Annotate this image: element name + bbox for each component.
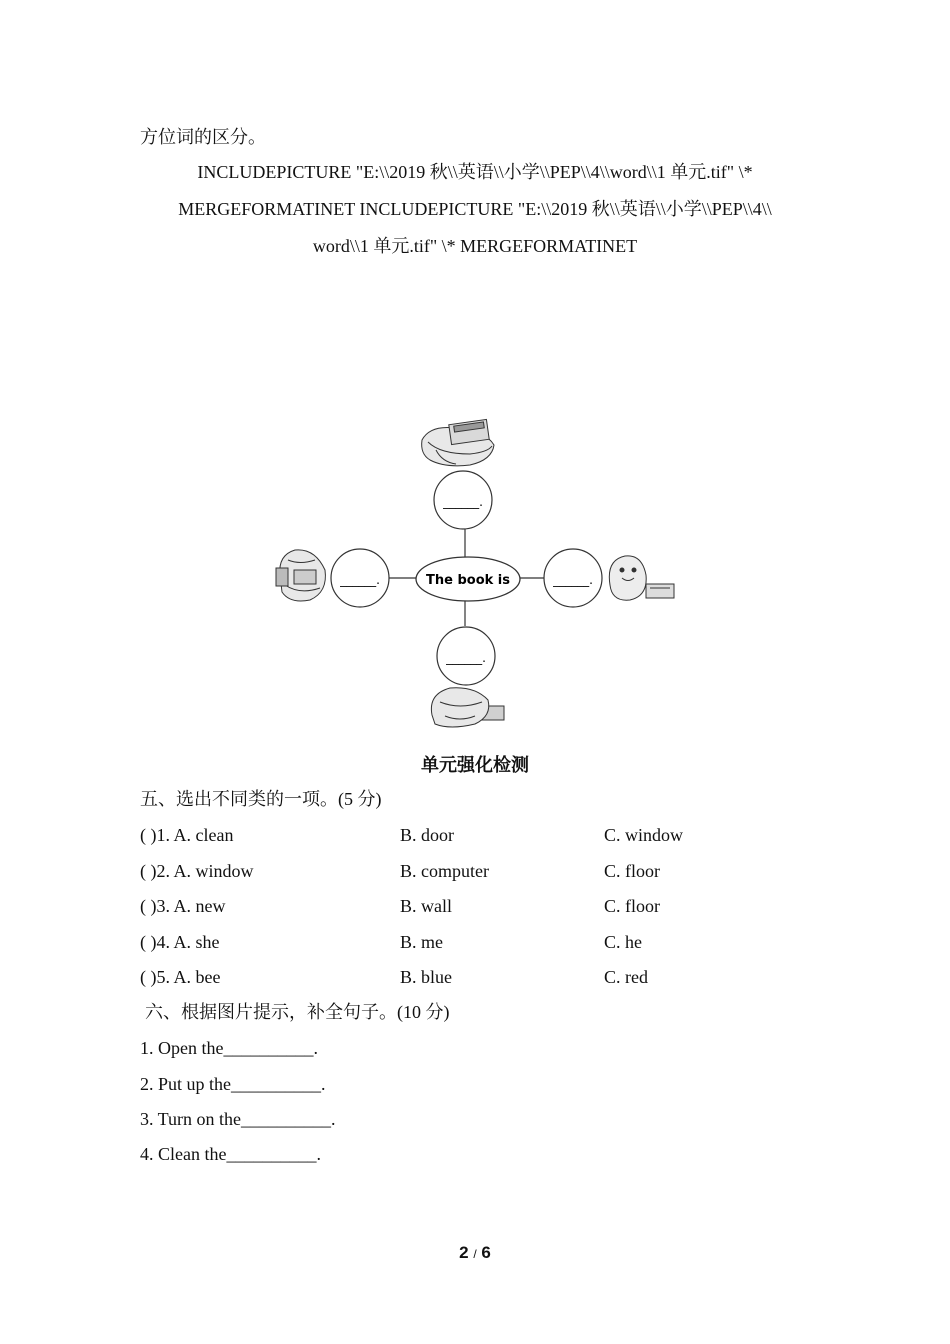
option-c: C. he [604,932,642,952]
section-title: 单元强化检测 [421,755,529,775]
option-c: C. floor [604,861,660,881]
question-number-option-a: ( )1. A. clean [140,825,234,845]
question-row [0,859,950,883]
part6-title: 六、根据图片提示，补全句子。(10 分) [145,1002,450,1022]
question-row [0,930,950,954]
option-c: C. red [604,967,648,987]
field-code-line-1: INCLUDEPICTURE "E:\\2019 秋\\英语\\小学\\PEP\\4\\word\\1 单元.tif" \* [197,162,753,182]
question-row [0,965,950,989]
fill-blank-sentence: 2. Put up the__________. [140,1074,326,1094]
option-b: B. me [400,932,443,952]
bag-with-book-left-image [276,550,325,601]
intro-text: 方位词的区分。 [140,127,266,147]
fill-blank-sentence: 1. Open the__________. [140,1038,318,1058]
book-position-diagram [270,410,690,740]
fill-blank-sentence: 4. Clean the__________. [140,1144,321,1164]
current-page: 2 [459,1243,469,1262]
bag-with-book-right-image [609,556,674,600]
question-row [0,894,950,918]
blank-bottom: ______. [446,651,486,665]
page-number [0,1243,950,1263]
blank-top: ______. [443,495,483,509]
part5-title: 五、选出不同类的一项。(5 分) [140,789,382,809]
blank-left: ______. [340,573,380,587]
question-row [0,823,950,847]
question-number-option-a: ( )2. A. window [140,861,254,881]
total-pages: 6 [481,1243,491,1262]
question-number-option-a: ( )3. A. new [140,896,226,916]
page-separator: / [473,1247,477,1261]
blank-right: ______. [553,573,593,587]
option-c: C. floor [604,896,660,916]
bag-with-book-under-image [431,688,504,727]
option-b: B. wall [400,896,452,916]
field-code-line-2: MERGEFORMATINET INCLUDEPICTURE "E:\\2019 秋\\英语\\小学\\PEP\\4\\ [178,199,772,219]
option-c: C. window [604,825,684,845]
option-b: B. door [400,825,454,845]
question-number-option-a: ( )4. A. she [140,932,220,952]
center-label: The book is [426,573,510,588]
option-b: B. blue [400,967,452,987]
field-code-line-3: word\\1 单元.tif" \* MERGEFORMATINET [312,236,638,256]
question-number-option-a: ( )5. A. bee [140,967,221,987]
option-b: B. computer [400,861,489,881]
bag-with-book-on-top-image [422,419,494,465]
fill-blank-sentence: 3. Turn on the__________. [140,1109,336,1129]
